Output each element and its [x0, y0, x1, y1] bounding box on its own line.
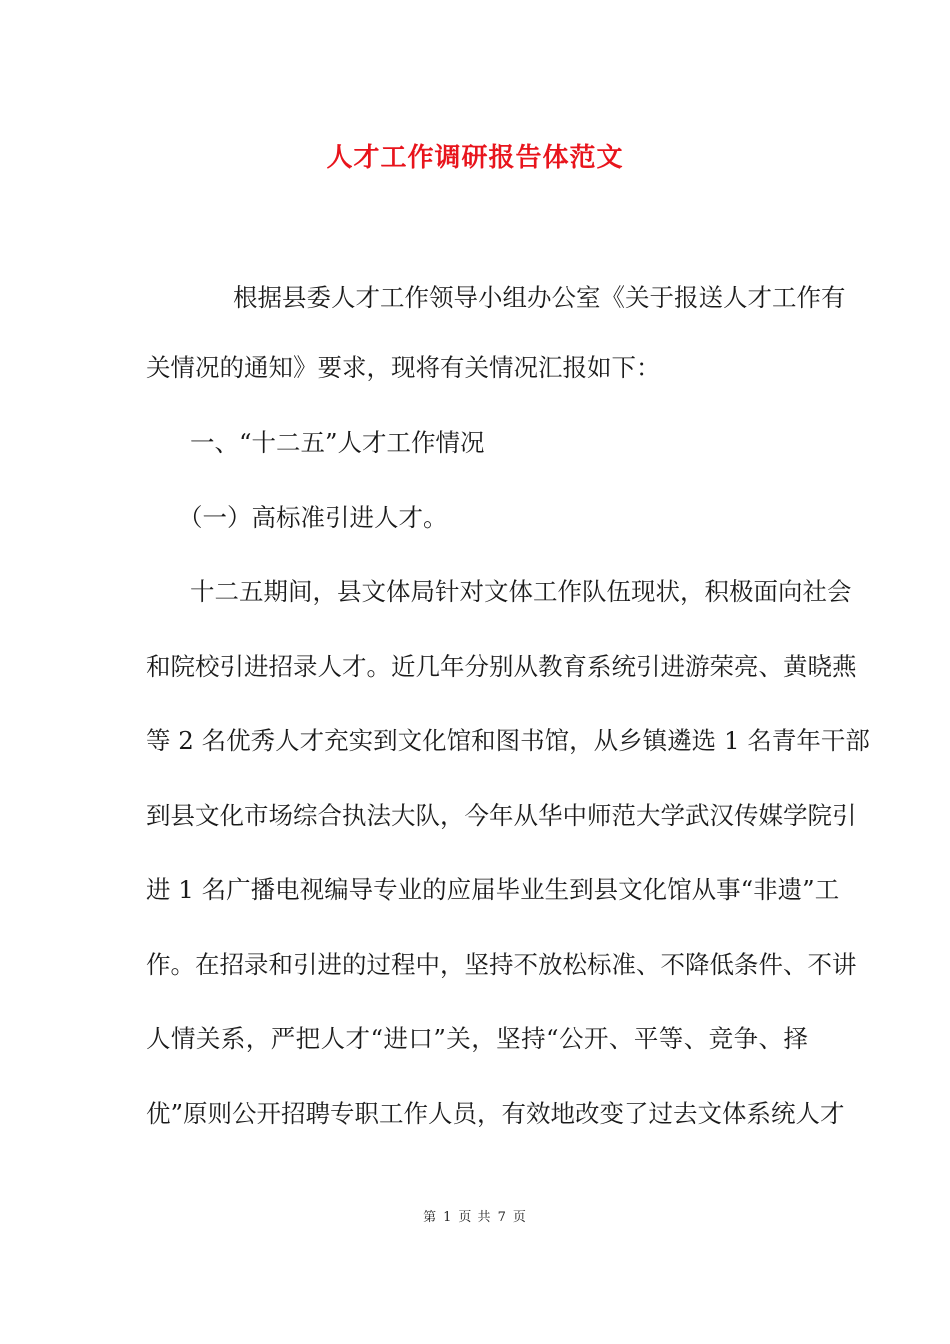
footer-suffix: 页 [512, 1210, 527, 1225]
section-heading: 一、“十二五”人才工作情况 [190, 428, 485, 457]
footer-prefix: 第 [423, 1210, 438, 1225]
paragraph-line: 进 1 名广播电视编导专业的应届毕业生到县文化馆从事“非遗”工 [146, 875, 840, 904]
paragraph-line: 作。在招录和引进的过程中，坚持不放松标准、不降低条件、不讲 [146, 950, 857, 979]
paragraph-line: 到县文化市场综合执法大队，今年从华中师范大学武汉传媒学院引 [146, 801, 857, 830]
document-title: 人才工作调研报告体范文 [326, 143, 624, 173]
subsection-heading: （一）高标准引进人才。 [178, 503, 448, 532]
paragraph-line: 优”原则公开招聘专职工作人员，有效地改变了过去文体系统人才 [146, 1099, 845, 1128]
footer-middle: 页 共 [458, 1210, 492, 1225]
paragraph-line: 等 2 名优秀人才充实到文化馆和图书馆，从乡镇遴选 1 名青年干部 [146, 726, 870, 755]
paragraph-line: 关情况的通知》要求，现将有关情况汇报如下： [146, 353, 661, 382]
paragraph-line: 人情关系，严把人才“进口”关，坚持“公开、平等、竞争、择 [146, 1024, 808, 1053]
current-page-number: 1 [443, 1210, 453, 1225]
page-footer [0, 1208, 950, 1228]
paragraph-line: 和院校引进招录人才。近几年分别从教育系统引进游荣亮、黄晓燕 [146, 652, 857, 681]
total-pages-number: 7 [497, 1210, 507, 1225]
paragraph-line: 根据县委人才工作领导小组办公室《关于报送人才工作有 [233, 283, 846, 312]
paragraph-line: 十二五期间，县文体局针对文体工作队伍现状，积极面向社会 [190, 577, 852, 606]
